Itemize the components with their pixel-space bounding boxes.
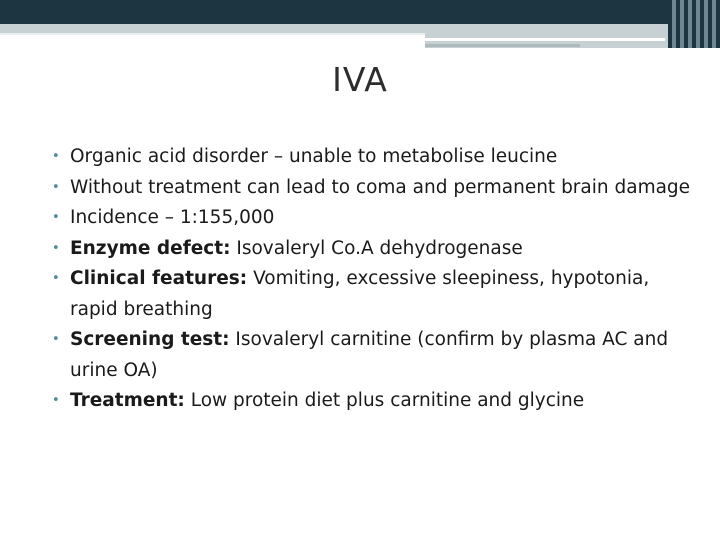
slide-title: IVA <box>332 60 388 99</box>
bullet-item <box>52 386 692 417</box>
bullet-bold: Enzyme defect: <box>70 237 231 259</box>
bullet-text: Organic acid disorder – unable to metabolise leucine <box>70 146 558 167</box>
bullet-text: Incidence – 1:155,000 <box>70 207 275 228</box>
small-dot-icon: • <box>52 332 60 347</box>
header-accent-line <box>425 38 665 41</box>
header-divider-line <box>0 33 425 35</box>
bullet-text: Vomiting, excessive sleepiness, hypotonia, rapid breathing <box>70 268 650 320</box>
bullet-bold: Treatment: <box>70 390 185 411</box>
small-dot-icon: • <box>52 240 60 256</box>
bullet-item <box>52 173 692 204</box>
bullet-text: Isovaleryl Co.A dehydrogenase <box>230 237 523 259</box>
bullet-bold: Clinical features: <box>70 268 248 289</box>
bullet-list <box>52 142 692 417</box>
small-dot-icon: • <box>52 179 60 195</box>
bullet-item <box>52 203 692 234</box>
bullet-item <box>52 325 692 386</box>
bullet-item <box>52 234 692 265</box>
bullet-bold: Screening test: <box>70 329 230 350</box>
bullet-item <box>52 264 692 325</box>
header-stripes <box>668 0 720 48</box>
bullet-item <box>52 142 692 173</box>
small-dot-icon: • <box>52 210 60 225</box>
small-dot-icon: • <box>52 393 60 408</box>
header-accent-line-2 <box>425 44 580 47</box>
bullet-text: Low protein diet plus carnitine and glycine <box>184 390 585 411</box>
header-band-dark <box>0 0 720 24</box>
small-dot-icon: • <box>52 149 60 164</box>
small-dot-icon: • <box>52 271 60 286</box>
bullet-text: Isovaleryl carnitine (confirm by plasma AC and urine OA) <box>70 329 669 381</box>
bullet-text: Without treatment can lead to coma and permanent brain damage <box>70 176 691 198</box>
